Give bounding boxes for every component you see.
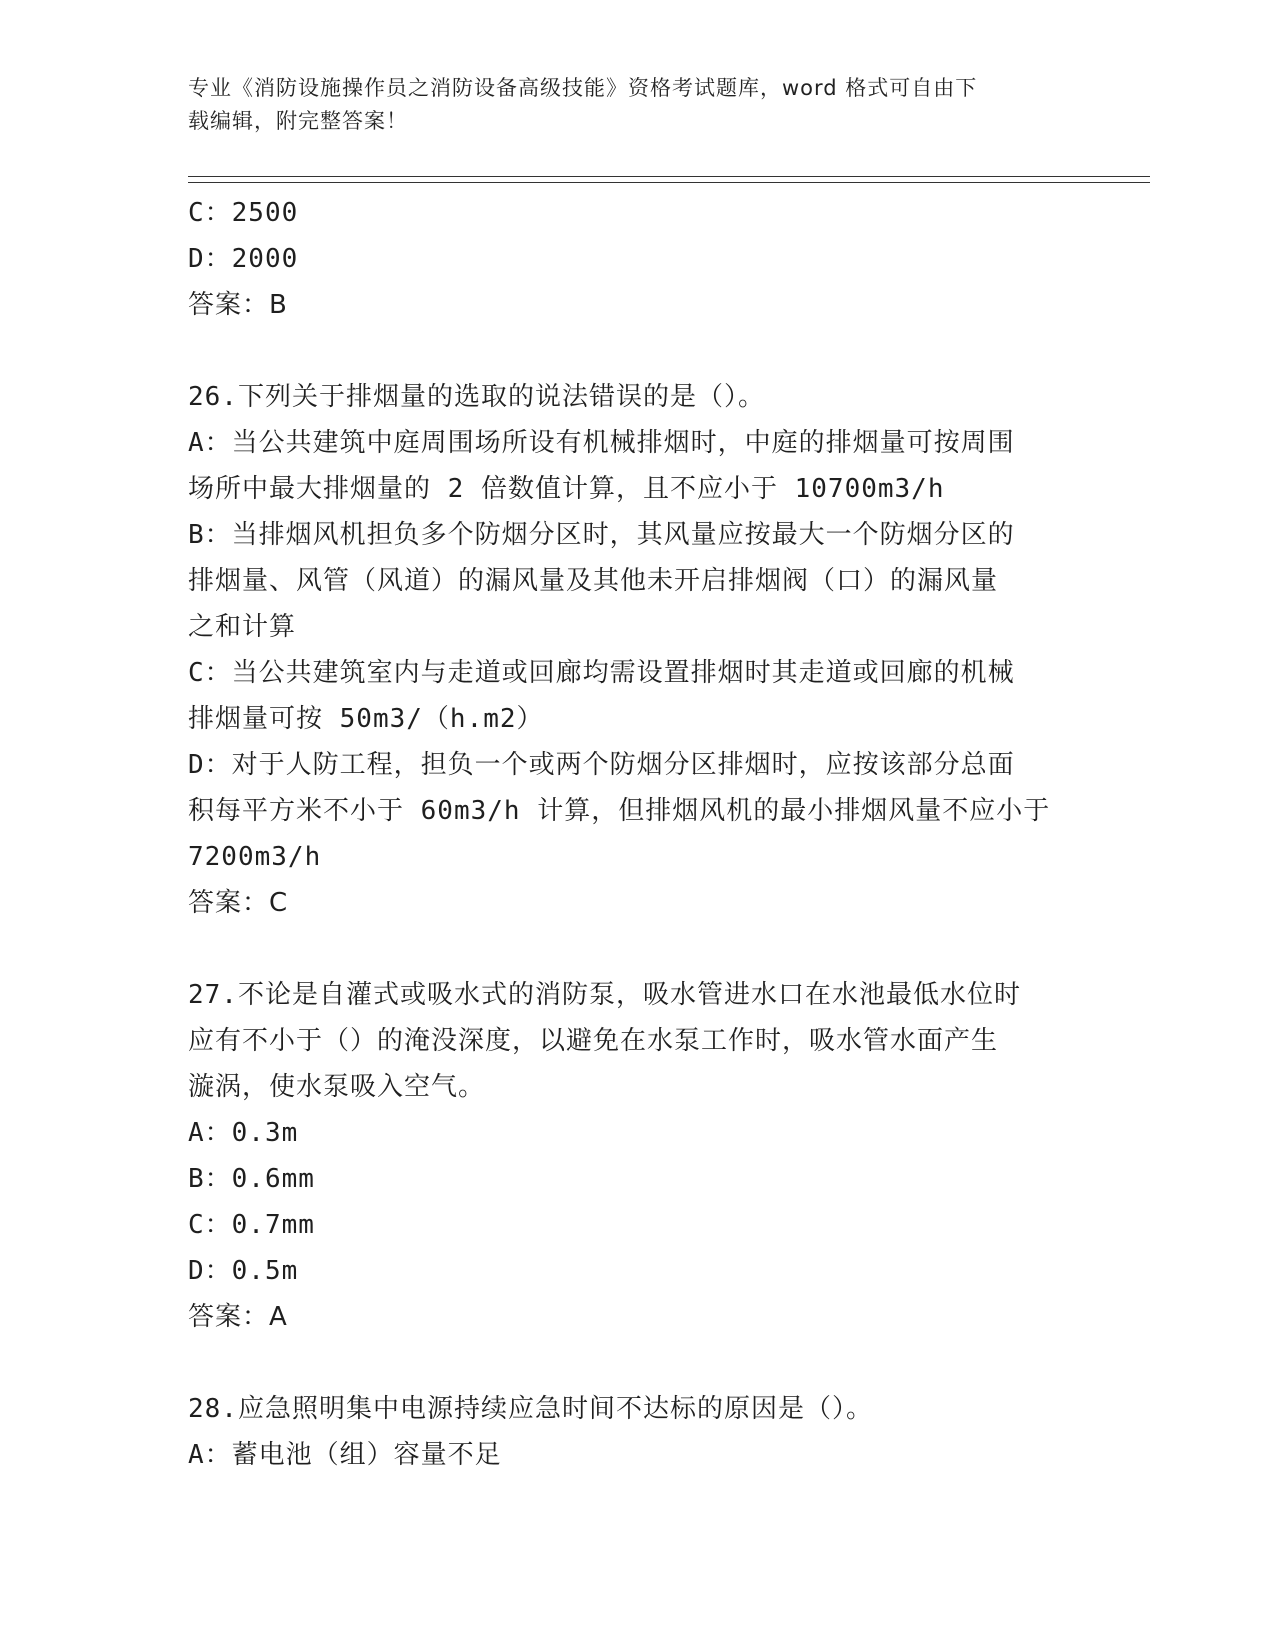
q27-option-c: C：0.7mm (188, 1210, 315, 1240)
q27-stem-line-3: 漩涡，使水泵吸入空气。 (188, 1072, 486, 1102)
page-header (188, 72, 1068, 138)
q25-option-d: D：2000 (188, 244, 299, 274)
q27-stem-line-2: 应有不小于（）的淹没深度，以避免在水泵工作时，吸水管水面产生 (188, 1026, 999, 1056)
question-content (188, 190, 1068, 1478)
spacer (188, 328, 1068, 374)
q27-answer: 答案：A (188, 1302, 288, 1332)
q28-option-a: A：蓄电池（组）容量不足 (188, 1440, 502, 1470)
q26-option-a-line-2: 场所中最大排烟量的 2 倍数值计算，且不应小于 10700m3/h (188, 474, 945, 504)
header-line-1: 专业《消防设施操作员之消防设备高级技能》资格考试题库，word 格式可自由下 (188, 76, 978, 100)
q26-option-c-line-1: C：当公共建筑室内与走道或回廊均需设置排烟时其走道或回廊的机械 (188, 658, 1015, 688)
header-divider-top (188, 176, 1150, 177)
q26-option-b-line-1: B：当排烟风机担负多个防烟分区时，其风量应按最大一个防烟分区的 (188, 520, 1015, 550)
spacer (188, 1340, 1068, 1386)
q26-option-b-line-2: 排烟量、风管（风道）的漏风量及其他未开启排烟阀（口）的漏风量 (188, 566, 999, 596)
header-line-2: 载编辑，附完整答案！ (188, 109, 408, 133)
q26-option-d-line-3: 7200m3/h (188, 842, 322, 872)
q27-stem-line-1: 27.不论是自灌式或吸水式的消防泵，吸水管进水口在水池最低水位时 (188, 980, 1021, 1010)
q27-option-d: D：0.5m (188, 1256, 299, 1286)
q26-option-a-line-1: A：当公共建筑中庭周围场所设有机械排烟时，中庭的排烟量可按周围 (188, 428, 1015, 458)
q26-answer: 答案：C (188, 888, 289, 918)
q28-stem: 28.应急照明集中电源持续应急时间不达标的原因是（）。 (188, 1394, 873, 1424)
q27-option-b: B：0.6mm (188, 1164, 315, 1194)
spacer (188, 926, 1068, 972)
q25-option-c: C：2500 (188, 198, 299, 228)
q26-option-b-line-3: 之和计算 (188, 612, 297, 642)
q26-option-d-line-1: D：对于人防工程，担负一个或两个防烟分区排烟时，应按该部分总面 (188, 750, 1015, 780)
q25-answer: 答案：B (188, 290, 288, 320)
q26-stem: 26.下列关于排烟量的选取的说法错误的是（）。 (188, 382, 765, 412)
q26-option-d-line-2: 积每平方米不小于 60m3/h 计算，但排烟风机的最小排烟风量不应小于 (188, 796, 1051, 826)
q27-option-a: A：0.3m (188, 1118, 299, 1148)
q26-option-c-line-2: 排烟量可按 50m3/（h.m2） (188, 704, 544, 734)
header-divider-bottom (188, 182, 1150, 183)
